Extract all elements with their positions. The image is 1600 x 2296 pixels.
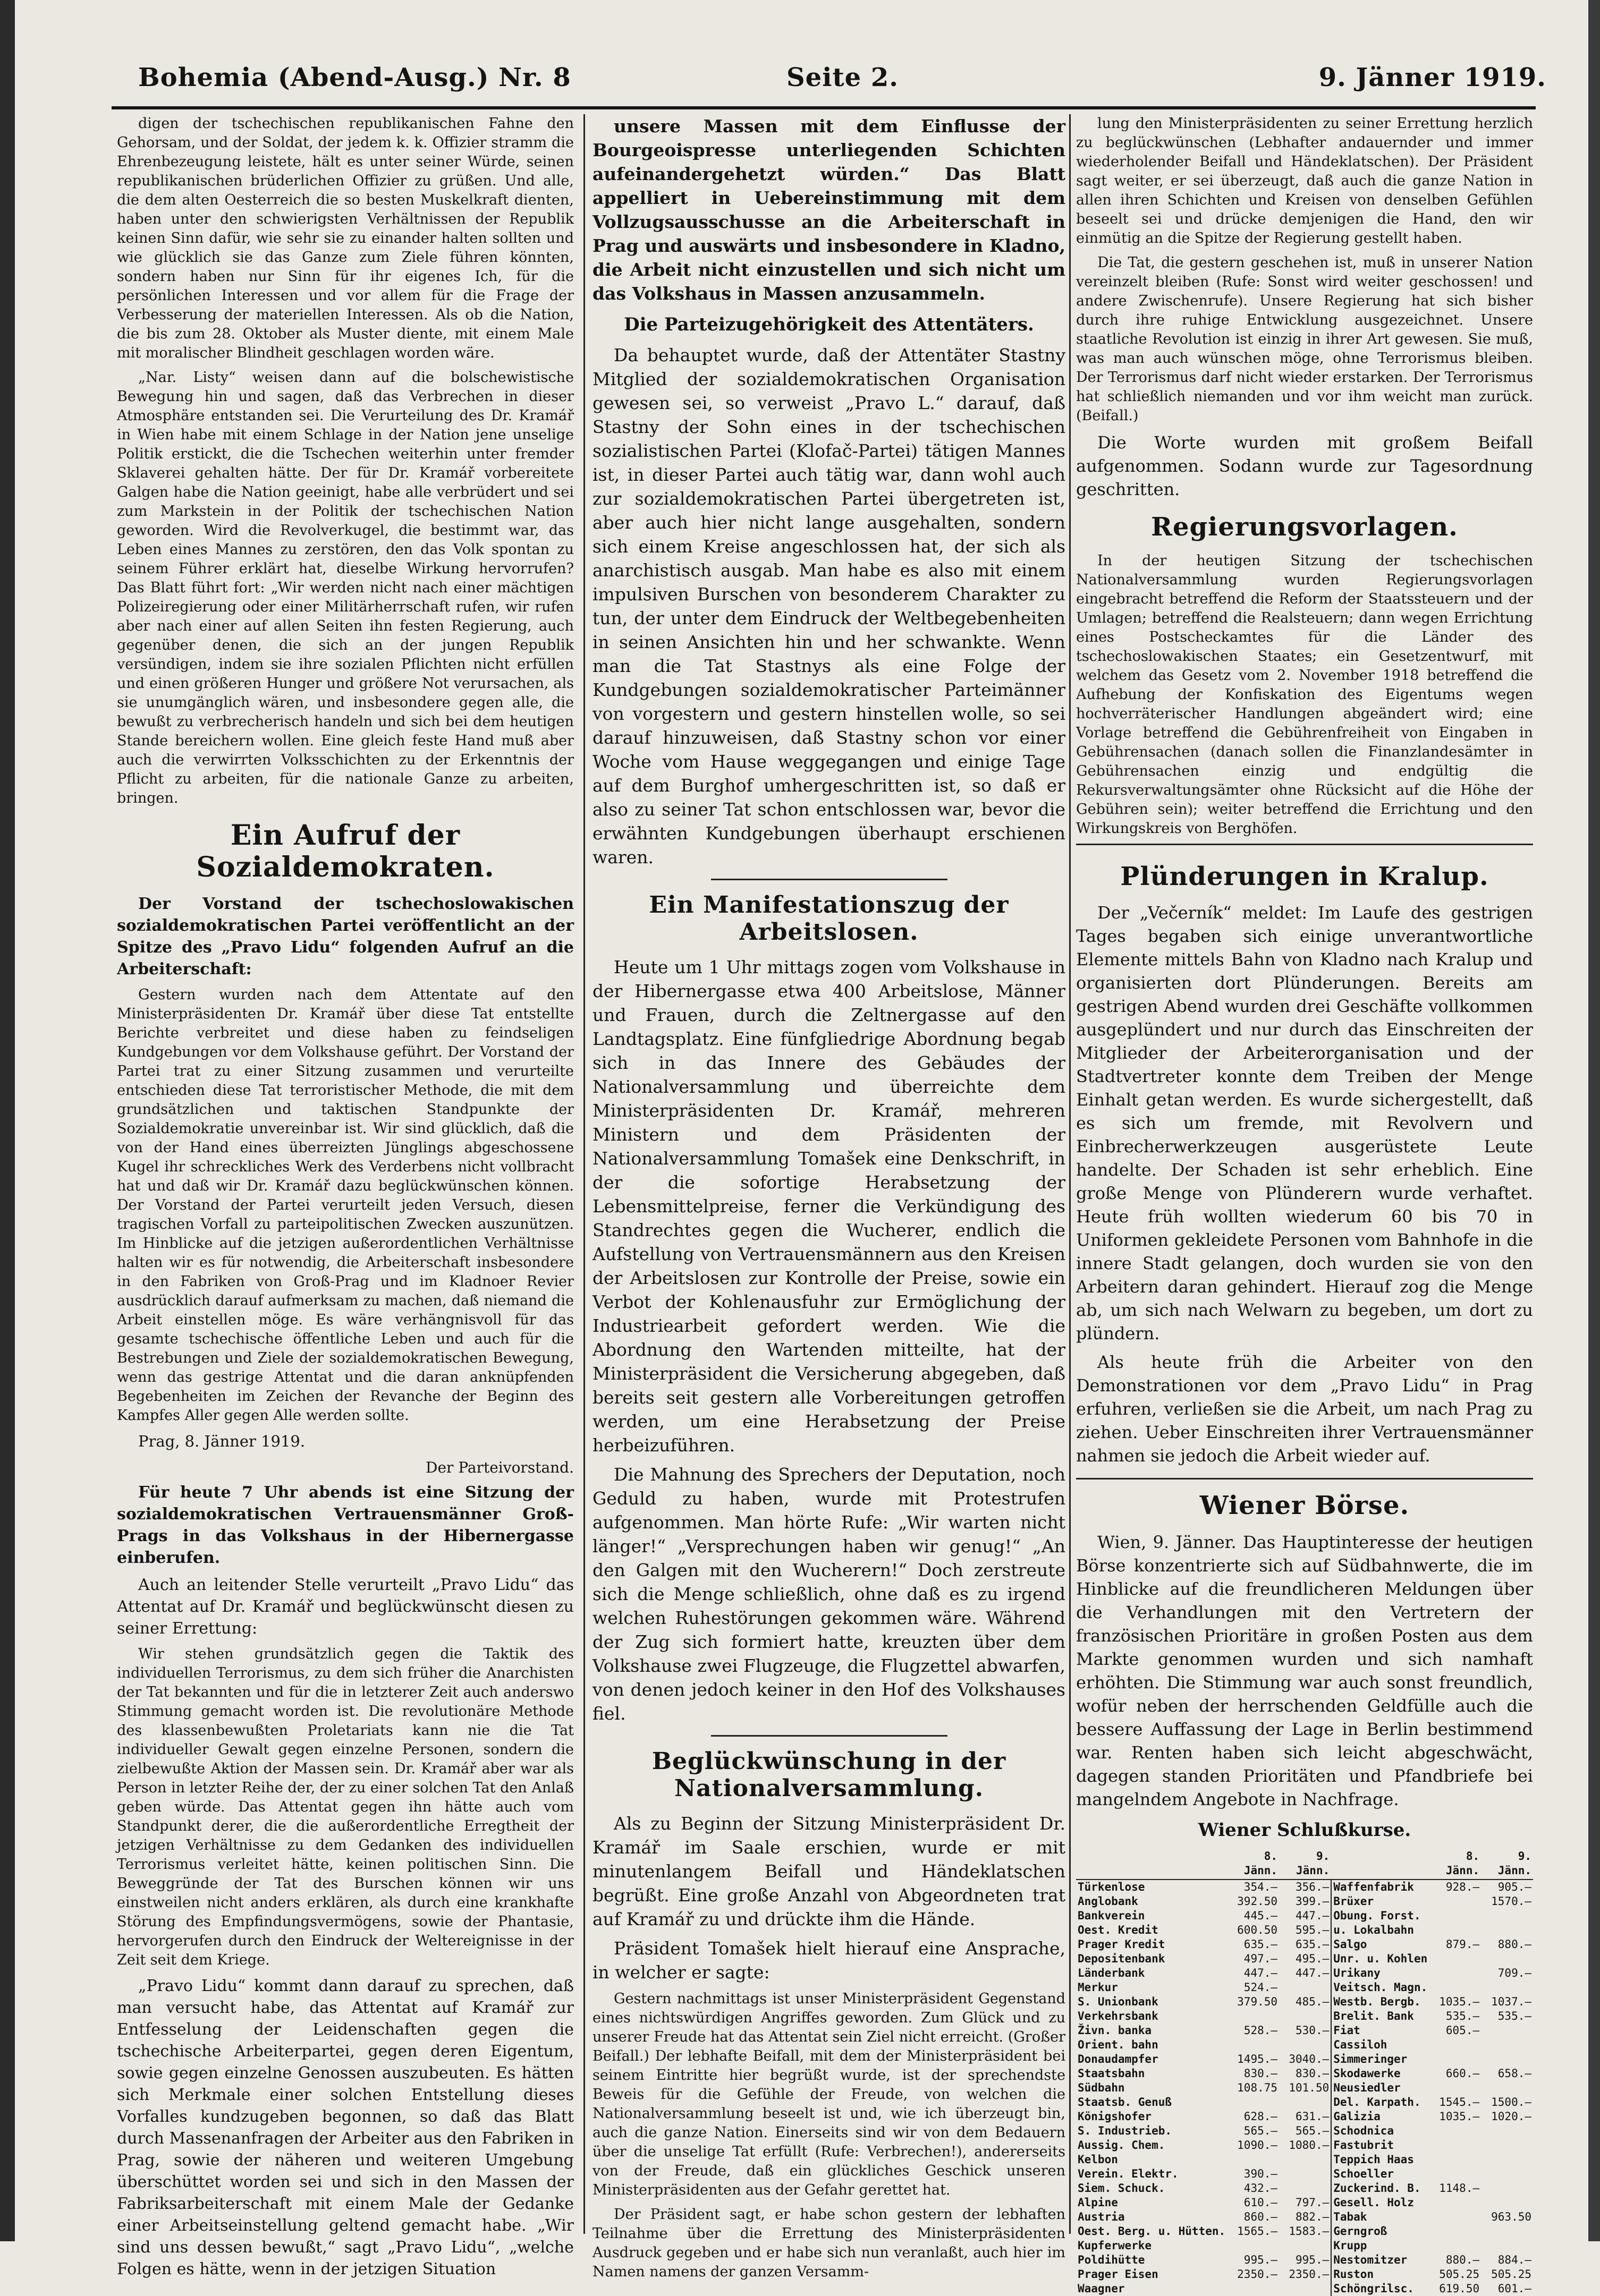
paragraph: Da behauptet wurde, daß der Attentäter Stastny Mitglied der sozialdemokratischen Organisation gewesen sei, so verweist „Pravo L.“ darauf, daß Stastny der Sohn eines in der tschechischen sozialistischen Partei (Klofač-Partei) tätigen Mannes ist, in dieser Partei auch tätig war, dann wohl auch zur sozialdemokratischen Partei übergetreten ist, aber auch hier nicht lange ausgehalten, sondern sich einem Kreise angeschlossen hat, der sich als anarchistisch ausgab. Man habe es also mit einem impulsiven Burschen von besonderem Charakter zu tun, der unter dem Eindruck der Weltbegebenheiten in seinen Ansichten hin und her schwankte. Wenn man die Tat Stastnys als eine Folge der Kundgebungen sozialdemokratischer Parteimänner von vorgestern und gestern hinstellen wolle, so sei darauf hinzuweisen, daß Stastny schon vor einer Woche vom Hause weggegangen und einige Tage auf dem Burghof umhergeschritten ist, so daß er also zu seiner Tat schon entschlossen war, bevor die erwähnten Kundgebungen überhaupt erschienen waren. xyxy=(592,345,1065,868)
security-name: Schodnica xyxy=(1331,2124,1429,2138)
price-cell: 905.— xyxy=(1497,1880,1531,1893)
table-row xyxy=(1076,2009,1533,2023)
price-cell: 447.— xyxy=(1243,1966,1278,1979)
security-name: Südbahn xyxy=(1078,2081,1125,2094)
table-row xyxy=(1076,2052,1533,2067)
issue-date: 9. Jänner 1919. xyxy=(1318,63,1546,92)
table-row xyxy=(1076,2095,1533,2110)
price-cell xyxy=(1481,2196,1533,2210)
table-row xyxy=(1076,2167,1533,2181)
column-1 xyxy=(117,114,574,2278)
security-name: S. Unionbank xyxy=(1078,1995,1158,2008)
table-header-row xyxy=(1076,1848,1533,1880)
security-name: Königshofer xyxy=(1078,2110,1152,2123)
price-cell xyxy=(1227,2009,1279,2023)
price-cell xyxy=(1429,1980,1481,1995)
security-name: Zuckerind. B. xyxy=(1331,2181,1429,2196)
price-cell: 928.— xyxy=(1445,1880,1480,1893)
price-cell xyxy=(1481,1909,1533,1923)
price-cell xyxy=(1279,2038,1331,2052)
table-row xyxy=(1076,2124,1533,2138)
price-cell xyxy=(1279,2167,1331,2181)
paragraph: In der heutigen Sitzung der tschechischen Nationalversammlung wurden Regierungsvorlagen eingebracht betreffend die Reform der Staatssteuern und der Umlagen; betreffend die Realsteuern; dann wegen Errichtung eines Postscheckamtes für die Länder des tschechoslowakischen Staates; ein Gesetzentwurf, mit welchem das Gesetz vom 2. November 1918 betreffend die Aufhebung der Konfiskation des Eigentums wegen hochverräterischer Handlungen abgeändert wird; eine Vorlage betreffend die Gebührenfreiheit von Eingaben in Gebührensachen (danach sollen die Finanzlandesämter in Gebührensachen einzig und endgültig die Rekursverwaltungsämter ohne Rücksicht auf die Höhe der Gebühren sein); weiter betreffend die Errichtung und den Wirkungskreis von Berghöfen. xyxy=(1076,552,1533,837)
security-name: Westb. Bergb. xyxy=(1331,1995,1429,2009)
security-name: Fastubrit xyxy=(1331,2138,1429,2153)
table-row xyxy=(1076,2038,1533,2052)
security-name: Neusiedler xyxy=(1331,2081,1429,2095)
security-name: Aussig. Chem. xyxy=(1078,2138,1165,2152)
price-cell xyxy=(1429,2196,1481,2210)
table-row xyxy=(1076,1995,1533,2009)
table-row xyxy=(1076,2196,1533,2210)
price-cell xyxy=(1429,2052,1481,2067)
price-cell: 354.— xyxy=(1243,1880,1278,1893)
price-cell xyxy=(1429,2138,1481,2153)
price-cell: 447.— xyxy=(1296,1909,1330,1922)
security-name: Salgo xyxy=(1331,1937,1429,1952)
security-name: Merkur xyxy=(1078,1980,1118,1994)
paragraph: „Nar. Listy“ weisen dann auf die bolschewistische Bewegung hin und sagen, daß das Verbrechen in dieser Atmosphäre entstanden sei. Die Verurteilung des Dr. Kramář in Wien habe mit einem Schlage in der Nation jene unselige Politik erstickt, die die Tschechen weiterhin unter fremder Sklaverei gehalten hätte. Der für Dr. Kramář vorbereitete Galgen habe die Nation geeinigt, habe alle verbrüdert und sei zum Markstein in der Politik der tschechischen Nation geworden. Wird die Revolverkugel, die bestimmt war, das Leben eines Mannes zu zerstören, den das Volk spontan zu seinem Führer erklärt hat, dieselbe Wirkung hervorrufen? Das Blatt führt fort: „Wir werden nicht nach einer mächtigen Polizeiregierung oder einer Militärherrschaft rufen, wir rufen aber nach einer auf allen Seiten ihn festen Regierung, auch gegenüber denen, die sich an der jungen Republik versündigen, indem sie ihre sozialen Pflichten nicht erfüllen und einen größeren Hunger und größere Not verursachen, als sie unumgänglich wären, und insbesondere gegen alle, die bewußt zu verbrecherisch handeln und sich bei dem heutigen Stande bereichern wollen. Eine gleich feste Hand muß aber auch die verwirrten Volksschichten zu der Erkenntnis der Pflicht zu arbeiten, für die nationale Ganze zu arbeiten, bringen. xyxy=(117,369,574,806)
price-cell: 447.— xyxy=(1296,1966,1330,1979)
price-cell: 445.— xyxy=(1243,1909,1278,1922)
price-cell: 882.— xyxy=(1296,2210,1330,2223)
price-cell: 595.— xyxy=(1296,1923,1330,1936)
table-row xyxy=(1076,1909,1533,1923)
appeal-text: Gestern wurden nach dem Attentate auf den Ministerpräsidenten Dr. Kramář über diese Tat entstellte Berichte verbreitet und diese haben zu feindseligen Kundgebungen vor dem Volkshause geführt. Der Vorstand der Partei trat zu einer Sitzung zusammen und verurteilte entschieden diese Tat terroristischer Methode, die mit dem grundsätzlichen und taktischen Standpunkte der Sozialdemokratie unvereinbar ist. Wir sind glücklich, daß die von der Hand eines überreizten Jünglings abgeschossene Kugel ihr schreckliches Werk des Verderbens nicht vollbracht hat und daß wir Dr. Kramář dazu beglückwünschen können. Der Vorstand der Partei verurteilt jeden Versuch, diesen tragischen Vorfall zu parteipolitischen Zwecken auszunützen. Im Hinblicke auf die jetzigen außerordentlichen Verhältnisse halten wir es für notwendig, die Arbeiterschaft insbesondere in den Fabriken von Groß-Prag und im Kladnoer Revier ausdrücklich darauf aufmerksam zu machen, daß niemand die Arbeit einstellen möge. Es wäre verhängnisvoll für das gesamte tschechische öffentliche Leben und auch für die Bestrebungen und Ziele der sozialdemokratischen Bewegung, wenn das gestrige Attentat und die daran anknüpfenden Begebenheiten im Zeichen der Revanche der Beginn des Kampfes Aller gegen Alle werden sollte. xyxy=(117,986,574,1424)
price-cell xyxy=(1481,2052,1533,2067)
headline-regierungsvorlagen: Regierungsvorlagen. xyxy=(1151,512,1458,542)
page-header xyxy=(133,63,1546,100)
price-cell xyxy=(1279,2181,1331,2196)
price-cell xyxy=(1429,2239,1481,2253)
security-name: u. Lokalbahn xyxy=(1331,1923,1429,1937)
price-cell: 1583.— xyxy=(1289,2224,1330,2238)
security-name: Obung. Forst. xyxy=(1331,1909,1429,1923)
paragraph: Der Präsident sagt, er habe schon gestern der lebhaften Teilnahme über die Errettung des Ministerpräsidenten Ausdruck gegeben und er habe sich nun veranlaßt, auch hier im Namen namens der ganzen Versamm- xyxy=(592,2206,1065,2281)
table-row xyxy=(1076,1937,1533,1952)
signature: Der Parteivorstand. xyxy=(426,1458,574,1476)
security-name: Veitsch. Magn. xyxy=(1331,1980,1429,1995)
security-name: Kelbon xyxy=(1078,2153,1118,2166)
price-cell: 1080.— xyxy=(1289,2138,1330,2152)
column-header: 9. Jänn. xyxy=(1481,1848,1533,1880)
security-name: Gesell. Holz xyxy=(1331,2196,1429,2210)
price-cell: 505.25 xyxy=(1491,2267,1531,2281)
price-cell: 619.50 xyxy=(1439,2282,1480,2295)
price-cell: 880.— xyxy=(1445,2253,1480,2266)
article-frame xyxy=(1076,844,1533,1479)
security-name: Fiat xyxy=(1331,2023,1429,2038)
masthead: Bohemia (Abend-Ausg.) Nr. 8 xyxy=(138,63,571,92)
column-header: 8. Jänn. xyxy=(1227,1848,1279,1880)
price-cell xyxy=(1429,2167,1481,2181)
headline-aufruf: Ein Aufruf der Sozialdemokraten. xyxy=(196,819,495,883)
price-cell xyxy=(1429,2224,1481,2239)
security-name: Kupferwerke xyxy=(1078,2239,1152,2252)
security-name: Gerngroß xyxy=(1331,2224,1429,2239)
paragraph: Als heute früh die Arbeiter von den Demonstrationen vor dem „Pravo Lidu“ in Prag erfuhren, verließen sie die Arbeit, um nach Prag zu ziehen. Ueber Einschreiten ihrer Vertrauensmänner nahmen sie jedoch die Arbeit wieder auf. xyxy=(1076,1352,1533,1466)
price-cell xyxy=(1227,2095,1279,2110)
price-cell: 660.— xyxy=(1445,2067,1480,2080)
stock-table xyxy=(1076,1848,1533,2296)
table-row xyxy=(1076,2210,1533,2224)
scan-edge-left xyxy=(0,0,15,2241)
price-cell xyxy=(1429,2038,1481,2052)
headline-manifestationszug: Ein Manifestationszug der Arbeitslosen. xyxy=(649,891,1009,946)
dateline: Prag, 8. Jänner 1919. xyxy=(138,1432,306,1450)
paragraph: digen der tschechischen republikanischen Fahne den Gehorsam, und der Soldat, der jedem k. k. Offizier stramm die Ehrenbezeugung leistete, hält es unter seiner Würde, seinen republikanischen brüderlichen Offizier zu grüßen. Und alle, die dem alten Oesterreich die so besten Muskelkraft dienten, haben unter den schwierigsten Verhältnissen der Republik keinen Sinn dafür, wie sehr sie zu einander halten sollten und wie glücklich sie das Ganze zum Ziele führen könnten, sondern haben nur Sinn für ihr eigenes Ich, für die persönlichen Interessen und vor allem für die Frage der Verbesserung der materiellen Interessen. Als ob die Nation, die bis zum 28. Oktober als Muster diente, mit einem Male mit moralischer Blindheit geschlagen worden wäre. xyxy=(117,115,574,361)
security-name: Prager Kredit xyxy=(1078,1937,1165,1951)
column-header xyxy=(1331,1848,1429,1880)
price-cell: 1565.— xyxy=(1237,2224,1278,2238)
security-name: Krupp xyxy=(1331,2239,1429,2253)
security-name: Urikany xyxy=(1331,1966,1429,1980)
column-divider xyxy=(583,114,585,2234)
security-name: Poldihütte xyxy=(1078,2253,1145,2266)
price-cell: 101.50 xyxy=(1289,2081,1330,2094)
security-name: Länderbank xyxy=(1078,1966,1145,1979)
paragraph: unsere Massen mit dem Einflusse der Bourgeoispresse unterliegenden Schichten aufeinandergehetzt würden.“ Das Blatt appelliert in Uebereinstimmung mit dem Vollzugsausschusse an die Arbeiterschaft in Prag und auswärts und insbesondere in Kladno, die Arbeit nicht einzustellen und sich nicht um das Volkshaus in Massen anzusammeln. xyxy=(592,116,1065,304)
price-cell: 1020.— xyxy=(1491,2110,1531,2123)
price-cell xyxy=(1429,1952,1481,1966)
price-cell: 399.— xyxy=(1296,1894,1330,1908)
table-row xyxy=(1076,2023,1533,2038)
table-row xyxy=(1076,1894,1533,1909)
column-2 xyxy=(592,114,1065,2281)
price-cell: 995.— xyxy=(1243,2253,1278,2266)
price-cell: 963.50 xyxy=(1491,2210,1531,2223)
price-cell xyxy=(1481,2124,1533,2138)
price-cell: 3040.— xyxy=(1289,2052,1330,2065)
security-name: Staatsbahn xyxy=(1078,2067,1145,2080)
column-header xyxy=(1076,1848,1227,1880)
paragraph: Die Worte wurden mit großem Beifall aufgenommen. Sodann wurde zur Tagesordnung geschritten. xyxy=(1076,432,1533,499)
headline-kralup: Plünderungen in Kralup. xyxy=(1120,862,1489,892)
security-name: S. Industrieb. xyxy=(1078,2124,1172,2137)
price-cell: 108.75 xyxy=(1237,2081,1278,2094)
price-cell: 879.— xyxy=(1445,1937,1480,1951)
price-cell xyxy=(1279,2095,1331,2110)
price-cell: 880.— xyxy=(1497,1937,1531,1951)
price-cell xyxy=(1481,2167,1533,2181)
price-cell xyxy=(1279,2282,1331,2296)
price-cell: 485.— xyxy=(1296,1995,1330,2008)
price-cell: 830.— xyxy=(1243,2067,1278,2080)
price-cell xyxy=(1429,2153,1481,2167)
security-name: Orient. bahn xyxy=(1078,2038,1158,2051)
paragraph: lung den Ministerpräsidenten zu seiner Errettung herzlich zu beglückwünschen (Lebhafter andauernder und immer wiederholender Beifall und Händeklatschen). Der Präsident sagt weiter, er sei überzeugt, daß auch die ganze Nation in allen ihren Schichten und Kreisen von denselben Gefühlen beseelt sei und drücke demjenigen die Hand, den wir einmütig an die Spitze der Regierung gestellt haben. xyxy=(1076,115,1533,246)
price-cell xyxy=(1481,2138,1533,2153)
paragraph: Als zu Beginn der Sitzung Ministerpräsident Dr. Kramář im Saale erschien, wurde er mit minutenlangem Beifall und Händeklatschen begrüßt. Eine große Anzahl von Abgeordneten trat auf Kramář zu und drückte ihm die Hände. xyxy=(592,1813,1065,1930)
article-continuation xyxy=(117,114,574,808)
security-name: Schoeller xyxy=(1331,2167,1429,2181)
table-row xyxy=(1076,1980,1533,1995)
security-name: Austria xyxy=(1078,2210,1125,2223)
price-cell: 797.— xyxy=(1296,2196,1330,2209)
security-name: Verkehrsbank xyxy=(1078,2009,1158,2022)
price-cell: 1090.— xyxy=(1237,2138,1278,2152)
security-name: Nestomitzer xyxy=(1331,2253,1429,2267)
headline-boerse: Wiener Börse. xyxy=(1199,1491,1410,1521)
price-cell xyxy=(1481,2153,1533,2167)
price-cell xyxy=(1279,2239,1331,2253)
paragraph: Präsident Tomašek hielt hierauf eine Ansprache, in welcher er sagte: xyxy=(592,1938,1065,1983)
security-name: Türkenlose xyxy=(1078,1880,1145,1893)
column-header: 8. Jänn. xyxy=(1429,1848,1481,1880)
security-name: Skodawerke xyxy=(1331,2067,1429,2081)
price-cell: 860.— xyxy=(1243,2210,1278,2223)
header-rule xyxy=(112,106,1536,109)
security-name: Ruston xyxy=(1331,2267,1429,2282)
price-cell: 600.50 xyxy=(1237,1923,1278,1936)
scan-edge-right xyxy=(1588,0,1600,2241)
security-name: Galizia xyxy=(1331,2110,1429,2124)
price-cell: 1035.— xyxy=(1439,2110,1480,2123)
price-cell xyxy=(1429,1909,1481,1923)
security-name: Alpine xyxy=(1078,2196,1118,2209)
price-cell xyxy=(1279,2009,1331,2023)
table-row xyxy=(1076,2224,1533,2239)
security-name: Oest. Berg. u. Hütten. xyxy=(1078,2224,1226,2238)
table-row xyxy=(1076,2282,1533,2296)
price-cell: 884.— xyxy=(1497,2253,1531,2266)
price-cell xyxy=(1279,1980,1331,1995)
price-cell: 505.25 xyxy=(1439,2267,1480,2281)
price-cell xyxy=(1429,1966,1481,1980)
paragraph: „Pravo Lidu“ kommt dann darauf zu sprechen, daß man versucht habe, das Attentat auf Kramář zur Entfesselung der Leidenschaften gegen die tschechische Arbeiterpartei, gegen deren Eigentum, sowie gegen einzelne Genossen auszubeuten. Es hätten sich Merkmale einer solchen Entstellung dieses Vorfalles kundzugeben begonnen, so daß das Blatt durch Massenanfragen der Arbeiter aus den Fabriken in Prag, sowie der näheren und weiteren Umgebung überschüttet worden sei und sich in den Massen der Fabriksarbeiterschaft mit einem Male der Gedanke einer Arbeitseinstellung geltend gemacht habe. „Wir sind uns dessen bewußt,“ sagt „Pravo Lidu“, „welche Folgen es hätte, wenn in der jetzigen Situation xyxy=(117,1976,574,2278)
price-cell: 1148.— xyxy=(1439,2181,1480,2195)
security-name: Depositenbank xyxy=(1078,1952,1165,1965)
kurse-title: Wiener Schlußkurse. xyxy=(1198,1819,1411,1841)
table-row xyxy=(1076,1952,1533,1966)
price-cell: 392.50 xyxy=(1237,1894,1278,1908)
subheadline-party: Die Parteizugehörigkeit des Attentäters. xyxy=(624,314,1034,335)
security-name: Schöngrilsc. xyxy=(1331,2282,1429,2296)
price-cell: 628.— xyxy=(1243,2110,1278,2123)
price-cell xyxy=(1429,1894,1481,1909)
paragraph: Heute um 1 Uhr mittags zogen vom Volkshause in der Hibernergasse etwa 400 Arbeitslose, Männer und Frauen, durch die Zeltnergasse auf den Landtagsplatz. Eine fünfgliedrige Abordnung begab sich in das Innere des Gebäudes der Nationalversammlung und überreichte dem Ministerpräsidenten Dr. Kramář, mehreren Ministern und dem Präsidenten der Nationalversammlung Tomašek eine Denkschrift, in der die sofortige Herabsetzung der Lebensmittelpreise, ferner die Verkündigung des Standrechtes gegen die Wucherer, endlich die Aufstellung von Vertrauensmännern aus den Kreisen der Arbeitslosen zur Kontrolle der Preise, sowie ein Verbot der Kohlenausfuhr zur Ermöglichung der Industriearbeit gefordert werden. Wie die Abordnung den Wartenden mitteilte, hat der Ministerpräsident die Versicherung abgegeben, daß bereits seit gestern alle Vorbereitungen getroffen werden, um eine Herabsetzung der Preise herbeizuführen. xyxy=(592,957,1065,1456)
price-cell: 635.— xyxy=(1243,1937,1278,1951)
price-cell xyxy=(1481,2224,1533,2239)
price-cell: 601.— xyxy=(1497,2282,1531,2295)
table-row xyxy=(1076,2267,1533,2282)
security-name: Živn. banka xyxy=(1078,2023,1152,2037)
price-cell: 610.— xyxy=(1243,2196,1278,2209)
price-cell: 830.— xyxy=(1296,2067,1330,2080)
price-cell: 2350.— xyxy=(1289,2267,1330,2281)
price-cell: 565.— xyxy=(1296,2124,1330,2137)
security-name: Waffenfabrik xyxy=(1331,1880,1429,1894)
paragraph: Der „Večerník“ meldet: Im Laufe des gestrigen Tages begaben sich einige unverantwortliche Elemente mittels Bahn von Kladno nach Kralup und organisierten dort Plünderungen. Bereits am gestrigen Abend wurden drei Geschäfte vollkommen ausgeplündert und nur durch das Einschreiten der Mitglieder der Arbeiterorganisation und der Stadtvertreter konnte dem Treiben der Menge Einhalt getan werden. Es wurde sichergestellt, daß es sich um fremde, mit Revolvern und Einbrecherwerkzeugen ausgerüstete Leute handelte. Der Schaden ist sehr erheblich. Eine große Menge von Plünderern wurde verhaftet. Heute früh wollten wiederum 60 bis 70 in Uniformen gekleidete Personen vom Bahnhofe in die innere Stadt gelangen, doch wurden sie von den Arbeitern daran gehindert. Hierauf zog die Menge ab, um sich nach Welwarn zu begeben, um dort zu plündern. xyxy=(1076,903,1533,1344)
security-name: Del. Karpath. xyxy=(1331,2095,1429,2110)
price-cell: 524.— xyxy=(1243,1980,1278,1994)
security-name: Cassiloh xyxy=(1331,2038,1429,2052)
security-name: Staatsb. Genuß xyxy=(1078,2095,1172,2108)
security-name: Donaudampfer xyxy=(1078,2052,1158,2065)
price-cell xyxy=(1481,2181,1533,2196)
table-row xyxy=(1076,2110,1533,2124)
price-cell xyxy=(1481,1980,1533,1995)
security-name: Simmeringer xyxy=(1331,2052,1429,2067)
price-cell: 635.— xyxy=(1296,1937,1330,1951)
security-name: Tabak xyxy=(1331,2210,1429,2224)
table-row xyxy=(1076,2067,1533,2081)
price-cell xyxy=(1227,2282,1279,2296)
price-cell: 379.50 xyxy=(1237,1995,1278,2008)
price-cell xyxy=(1279,2153,1331,2167)
price-cell: 631.— xyxy=(1296,2110,1330,2123)
price-cell xyxy=(1429,2081,1481,2095)
price-cell: 1035.— xyxy=(1439,1995,1480,2008)
price-cell xyxy=(1429,2124,1481,2138)
price-cell xyxy=(1481,1923,1533,1937)
table-row xyxy=(1076,2138,1533,2153)
meeting-notice: Für heute 7 Uhr abends ist eine Sitzung der sozialdemokratischen Vertrauensmänner Groß-Prags in das Volkshaus in der Hibernergasse einberufen. xyxy=(117,1483,574,1567)
price-cell: 2350.— xyxy=(1237,2267,1278,2281)
price-cell: 709.— xyxy=(1497,1966,1531,1979)
security-name: Oest. Kredit xyxy=(1078,1923,1158,1936)
lead-paragraph: Der Vorstand der tschechoslowakischen sozialdemokratischen Partei veröffentlicht an der Spitze des „Pravo Lidu“ folgenden Aufruf an die Arbeiterschaft: xyxy=(117,894,574,979)
headline-beglueckwuenschung: Beglückwünschung in der Nationalversammlung. xyxy=(651,1748,1006,1802)
price-cell: 390.— xyxy=(1243,2167,1278,2180)
price-cell: 535.— xyxy=(1445,2009,1480,2022)
price-cell: 565.— xyxy=(1243,2124,1278,2137)
table-row xyxy=(1076,1880,1533,1894)
security-name: Unr. u. Kohlen xyxy=(1331,1952,1429,1966)
price-cell: 605.— xyxy=(1445,2023,1480,2037)
price-cell xyxy=(1429,2210,1481,2224)
price-cell xyxy=(1429,1923,1481,1937)
price-cell: 1495.— xyxy=(1237,2052,1278,2065)
price-cell xyxy=(1481,2023,1533,2038)
column-3 xyxy=(1076,114,1533,2295)
table-row xyxy=(1076,1966,1533,1980)
page-number: Seite 2. xyxy=(786,63,899,92)
price-cell xyxy=(1481,1952,1533,1966)
security-name: Teppich Haas xyxy=(1331,2153,1429,2167)
column-header: 9. Jänn. xyxy=(1279,1848,1331,1880)
paragraph: Auch an leitender Stelle verurteilt „Pravo Lidu“ das Attentat auf Dr. Kramář und beglückwünscht diesen zu seiner Errettung: xyxy=(117,1575,574,1638)
speech-text: Gestern nachmittags ist unser Ministerpräsident Gegenstand eines nichtswürdigen Angriffes geworden. Zum Glück und zu unserer Freude hat das Attentat sein Ziel nicht erreicht. (Großer Beifall.) Der lebhafte Beifall, mit dem der Ministerpräsident bei seinem Eintritte hier begrüßt wurde, ist der sprechendste Beweis für die Gefühle der Freude, von welchen die Nationalversammlung beseelt ist und, wie ich überzeugt bin, auch die ganze Nation. Einerseits sind wir von dem Bedauern über die unselige Tat erfüllt (Rufe: Verbrechen!), andererseits von der Freude, daß ein glückliches Geschick unseren Ministerpräsidenten aus der Gefahr gerettet hat. xyxy=(592,1991,1065,2199)
separator-rule xyxy=(711,879,947,880)
price-cell: 356.— xyxy=(1296,1880,1330,1893)
price-cell xyxy=(1481,2239,1533,2253)
price-cell: 658.— xyxy=(1497,2067,1531,2080)
price-cell xyxy=(1481,2081,1533,2095)
security-name: Brelit. Bank xyxy=(1331,2009,1429,2023)
price-cell: 1037.— xyxy=(1491,1995,1531,2008)
table-row xyxy=(1076,2153,1533,2167)
price-cell: 995.— xyxy=(1296,2253,1330,2266)
security-name: Anglobank xyxy=(1078,1894,1138,1908)
price-cell xyxy=(1481,2038,1533,2052)
stock-table-body xyxy=(1076,1880,1533,2296)
paragraph: Die Mahnung des Sprechers der Deputation, noch Geduld zu haben, wurde mit Protestrufen aufgenommen. Man hörte Rufe: „Wir warten nicht länger!“ „Versprechungen haben wir genug!“ „An den Galgen mit den Wucherern!“ Doch zerstreute sich die Menge schließlich, ohne daß es zu irgend welchen Ruhestörungen gekommen wäre. Während der Zug sich formiert hatte, kreuzten über dem Volkshause zwei Flugzeuge, die Flugzettel abwarfen, von denen jedoch keiner in den Hof des Volkshauses fiel. xyxy=(592,1464,1065,1724)
price-cell: 1545.— xyxy=(1439,2095,1480,2108)
price-cell: 1570.— xyxy=(1491,1894,1531,1908)
security-name: Waagner xyxy=(1078,2282,1125,2295)
security-name: Bankverein xyxy=(1078,1909,1145,1922)
table-row xyxy=(1076,2253,1533,2267)
price-cell: 1500.— xyxy=(1491,2095,1531,2108)
table-row xyxy=(1076,2181,1533,2196)
table-row xyxy=(1076,2239,1533,2253)
security-name: Siem. Schuck. xyxy=(1078,2181,1165,2195)
security-name: Brüxer xyxy=(1331,1894,1429,1909)
price-cell: 530.— xyxy=(1296,2023,1330,2037)
price-cell xyxy=(1227,2153,1279,2167)
paragraph: Die Tat, die gestern geschehen ist, muß in unserer Nation vereinzelt bleiben (Rufe: Sonst wird weiter geschossen! und andere Zwischenrufe). Unsere Regierung hat sich bisher durch ihre ruhige Entwicklung ausgezeichnet. Unsere staatliche Revolution ist einzig in ihrer Art gewesen. Sie muß, was man auch wünschen möge, ohne Terrorismus bleiben. Der Terrorismus darf nicht wieder erstarken. Der Terrorismus hat schließlich niemanden und vor ihm weicht man zurück. (Beifall.) xyxy=(1076,254,1533,424)
price-cell: 528.— xyxy=(1243,2023,1278,2037)
quoted-text: Wir stehen grundsätzlich gegen die Taktik des individuellen Terrorismus, zu dem sich früher die Anarchisten der Tat bekannten und für die in letzterer Zeit auch anderswo Stimmung gemacht worden ist. Die revolutionäre Methode des klassenbewußten Proletariats kann nie die Tat individueller Gewalt gegen einzelne Personen, sondern die zielbewußte Aktion der Massen sein. Dr. Kramář aber war als Person in letzter Reihe der, der zu einer solchen Tat den Anlaß geben würde. Das Attentat gegen ihn hätte auch vom Standpunkt derer, die die außerordentliche Erregtheit der jetzigen Verhältnisse zu dem Gedanken des individuellen Terrorismus verleitet hätte, keinen politischen Sinn. Die Beweggründe der Tat des Burschen können wir uns einstweilen nicht anders erklären, als durch eine krankhafte Störung des Empfindungsvermögens, sowie der Phantasie, hervorgerufen durch den Eindruck der Weltereignisse in der Zeit seit dem Kriege. xyxy=(117,1645,574,1968)
security-name: Verein. Elektr. xyxy=(1078,2167,1179,2180)
table-row xyxy=(1076,2081,1533,2095)
table-row xyxy=(1076,1923,1533,1937)
paragraph: Wien, 9. Jänner. Das Hauptinteresse der heutigen Börse konzentrierte sich auf Südbahnwerte, die im Hinblicke auf die freundlicheren Meldungen über die Verhandlungen mit den Vertretern der französischen Prioritäre in großen Posten aus dem Markte genommen wurden und sich namhaft erhöhten. Die Stimmung war auch sonst freundlich, wofür neben der herrschenden Geldfülle auch die bessere Auffassung der Lage in Berlin bestimmend war. Renten haben sich leicht abgeschwächt, dagegen standen Prioritäten und Pfandbriefe bei mangelndem Angebote in Nachfrage. xyxy=(1076,1532,1533,1809)
security-name: Prager Eisen xyxy=(1078,2267,1158,2281)
price-cell: 535.— xyxy=(1497,2009,1531,2022)
price-cell: 497.— xyxy=(1243,1952,1278,1965)
price-cell: 432.— xyxy=(1243,2181,1278,2195)
separator-rule xyxy=(711,1735,947,1737)
price-cell: 495.— xyxy=(1296,1952,1330,1965)
price-cell xyxy=(1227,2239,1279,2253)
column-divider xyxy=(1069,114,1071,2234)
price-cell xyxy=(1227,2038,1279,2052)
